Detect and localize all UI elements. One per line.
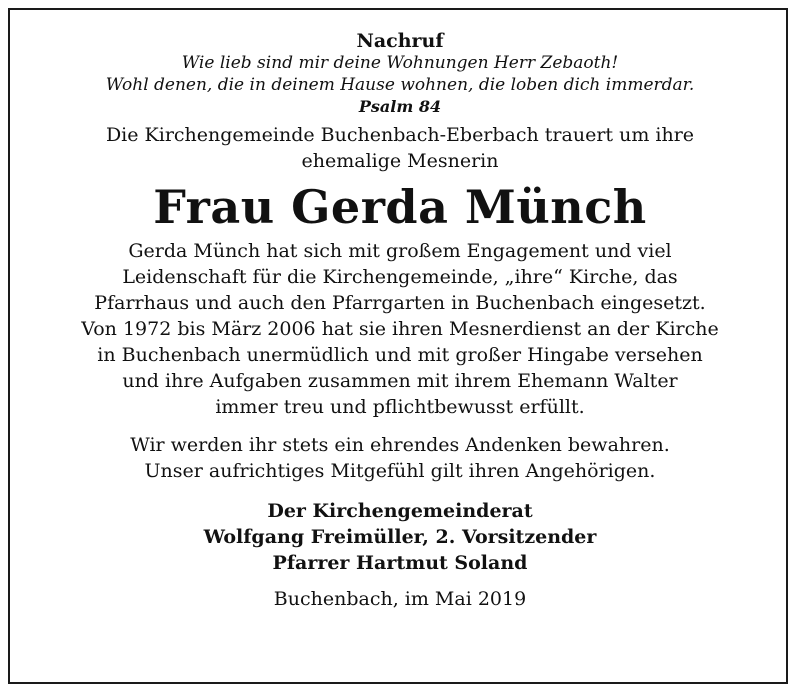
closing-line: Wir werden ihr stets ein ehrendes Andenken bewahren. <box>130 434 670 456</box>
signatures <box>10 498 790 576</box>
tribute-line: immer treu und pflichtbewusst erfüllt. <box>215 396 585 418</box>
tribute-line: Pfarrhaus und auch den Pfarrgarten in Buchenbach eingesetzt. <box>94 292 706 314</box>
verse-reference: Psalm 84 <box>358 97 442 116</box>
intro-line: Die Kirchengemeinde Buchenbach-Eberbach trauert um ihre <box>105 124 695 146</box>
closing-text <box>10 432 790 484</box>
tribute-line: Gerda Münch hat sich mit großem Engagement und viel <box>128 240 672 262</box>
signature-line: Der Kirchengemeinderat <box>267 500 533 522</box>
intro-line: ehemalige Mesnerin <box>301 150 499 172</box>
tribute-line: Leidenschaft für die Kirchengemeinde, „ihre“ Kirche, das <box>122 266 678 288</box>
tribute-line: Von 1972 bis März 2006 hat sie ihren Mesnerdienst an der Kirche <box>81 318 719 340</box>
notice-heading: Nachruf <box>356 30 444 52</box>
closing-line: Unser aufrichtiges Mitgefühl gilt ihren Angehörigen. <box>144 460 656 482</box>
obituary-notice <box>10 10 790 612</box>
intro-text <box>10 122 790 174</box>
bible-verse <box>10 52 790 96</box>
signature-line: Wolfgang Freimüller, 2. Vorsitzender <box>203 526 597 548</box>
tribute-line: und ihre Aufgaben zusammen mit ihrem Ehemann Walter <box>122 370 678 392</box>
verse-line: Wie lieb sind mir deine Wohnungen Herr Zebaoth! <box>181 53 619 73</box>
signature-line: Pfarrer Hartmut Soland <box>272 552 528 574</box>
verse-line: Wohl denen, die in deinem Hause wohnen, die loben dich immerdar. <box>105 75 695 95</box>
tribute-line: in Buchenbach unermüdlich und mit großer Hingabe versehen <box>97 344 703 366</box>
place-and-date: Buchenbach, im Mai 2019 <box>273 588 527 610</box>
deceased-name: Frau Gerda Münch <box>153 180 647 234</box>
tribute-text <box>10 238 790 420</box>
